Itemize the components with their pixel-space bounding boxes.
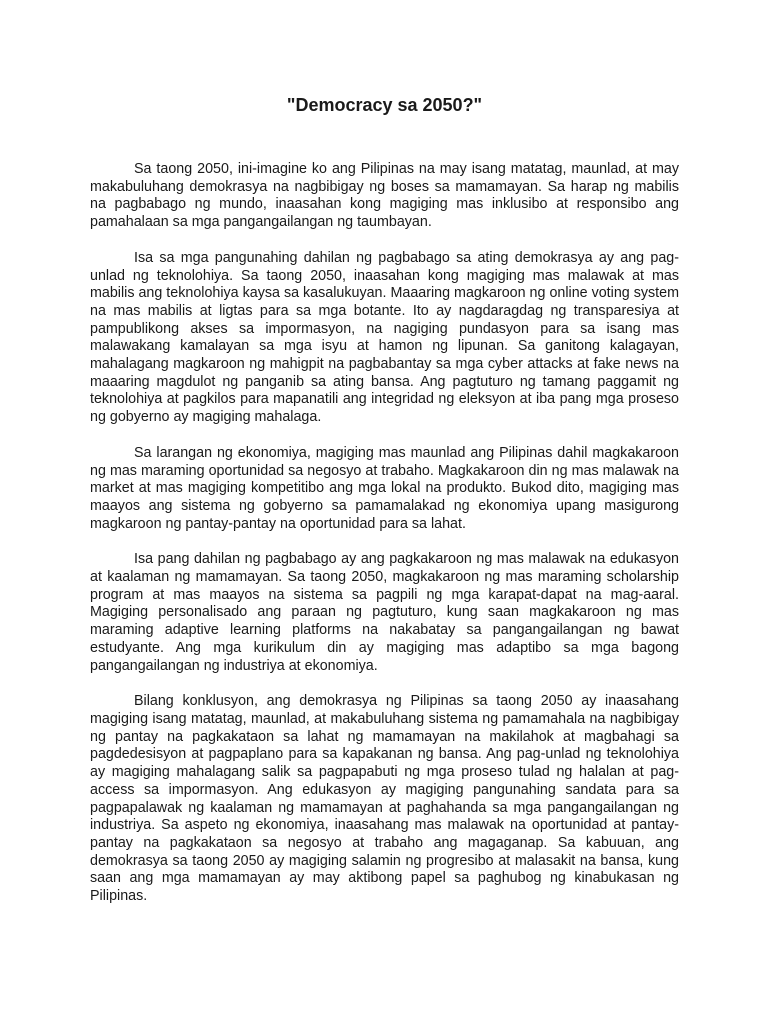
document-title: "Democracy sa 2050?" xyxy=(286,95,483,115)
document-body xyxy=(90,161,679,924)
paragraph-intro: Sa taong 2050, ini-imagine ko ang Pilipinas na may isang matatag, maunlad, at may makabuluhang demokrasya na nagbibigay ng boses sa mamamayan. Sa harap ng mabilis na pagbabago ng mundo, inaasahan kong magiging mas inklusibo at responsibo ang pamahalaan sa mga pangangailangan ng taumbayan. xyxy=(90,161,679,231)
paragraph-education: Isa pang dahilan ng pagbabago ay ang pagkakaroon ng mas malawak na edukasyon at kaalaman ng mamamayan. Sa taong 2050, magkakaroon ng mas maraming scholarship program at mas maayos na sistema sa pagpili ng mga karapat-dapat na mag-aaral. Magiging personalisado ang paraan ng pagtuturo, kung saan magkakaroon ng mas maraming adaptive learning platforms na nakabatay sa pangangailangan ng bawat estudyante. Ang mga kurikulum din ay magiging mas adaptibo sa mga bagong pangangailangan ng industriya at ekonomiya. xyxy=(90,551,679,674)
paragraph-economy: Sa larangan ng ekonomiya, magiging mas maunlad ang Pilipinas dahil magkakaroon ng mas maraming oportunidad sa negosyo at trabaho. Magkakaroon din ng mas malawak na market at mas magiging kompetitibo ang mga lokal na produkto. Bukod dito, magiging mas maayos ang sistema ng gobyerno sa pamamalakad ng ekonomiya upang masigurong magkaroon ng pantay-pantay na oportunidad para sa lahat. xyxy=(90,444,679,532)
paragraph-technology: Isa sa mga pangunahing dahilan ng pagbabago sa ating demokrasya ay ang pag-unlad ng teknolohiya. Sa taong 2050, inaasahan kong magiging mas malawak at mas mabilis ang teknolohiya kaysa sa kasalukuyan. Maaaring magkaroon ng online voting system na mas mabilis at ligtas para sa mga botante. Ito ay nagdaragdag ng transparesiya at pampublikong akses sa impormasyon, na nagiging pundasyon para sa isang mas malawakang kamalayan sa mga isyu at hamon ng lipunan. Sa ganitong kalagayan, mahalagang magkaroon ng mahigpit na pagbabantay sa mga cyber attacks at fake news na maaaring magdulot ng panganib sa ating bansa. Ang pagtuturo ng tamang paggamit ng teknolohiya at pagkilos para mapanatili ang integridad ng eleksyon at iba pang mga proseso ng gobyerno ay magiging mahalaga. xyxy=(90,249,679,426)
paragraph-conclusion: Bilang konklusyon, ang demokrasya ng Pilipinas sa taong 2050 ay inaasahang magiging isang matatag, maunlad, at makabuluhang sistema ng pamamahala na nagbibigay ng pantay na pagkakataon sa lahat ng mamamayan na makilahok at magbahagi sa pagdedesisyon at pagpaplano para sa kapakanan ng bansa. Ang pag-unlad ng teknolohiya ay magiging mahalagang salik sa pagpapabuti ng mga proseso tulad ng halalan at pag-access sa impormasyon. Ang edukasyon ay magiging pangunahing sandata para sa pagpapalawak ng kaalaman ng mamamayan at paghahanda sa mga pangangailangan ng industriya. Sa aspeto ng ekonomiya, inaasahang mas malawak na oportunidad at pantay-pantay na pagkakataon sa negosyo at trabaho ang magaganap. Sa kabuuan, ang demokrasya sa taong 2050 ay magiging salamin ng progresibo at malasakit na bansa, kung saan ang mga mamamayan ay may aktibong papel sa paghubog ng kinabukasan ng Pilipinas. xyxy=(90,693,679,905)
